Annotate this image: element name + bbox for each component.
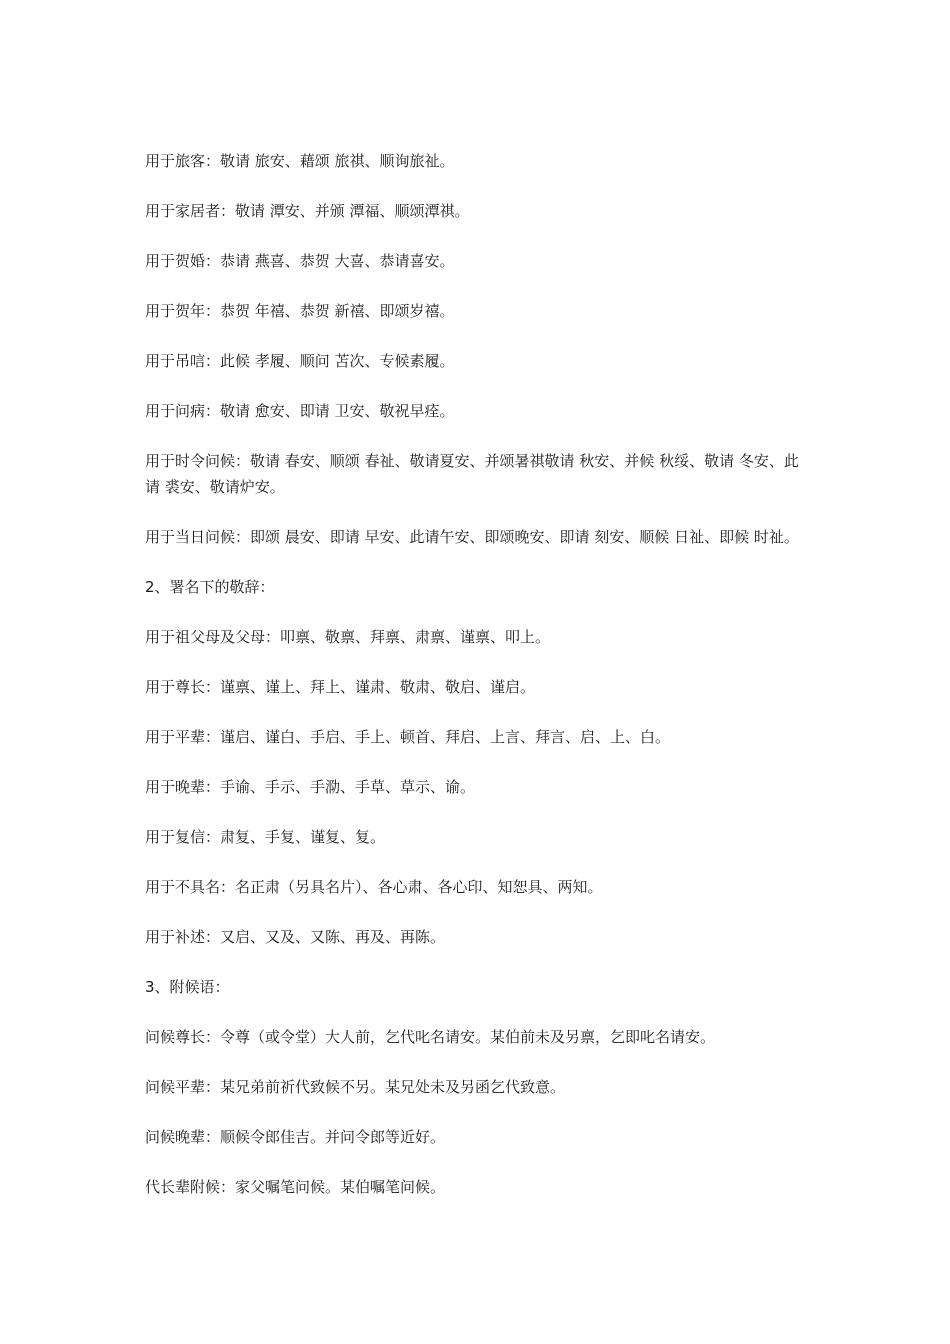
section-heading-regards: 3、附候语： (145, 978, 230, 996)
paragraph-home: 用于家居者：敬请 潭安、并颁 潭福、顺颂潭祺。 (145, 202, 470, 220)
paragraph-daily: 用于当日问候：即颂 晨安、即请 早安、此请午安、即颂晚安、即请 刻安、顺候 日祉、即候 时祉。 (145, 528, 799, 546)
paragraph-illness: 用于问病：敬请 愈安、即请 卫安、敬祝早痊。 (145, 402, 455, 420)
paragraph-anonymous: 用于不具名：名正肃（另具名片）、各心肃、各心印、知恕具、两知。 (145, 878, 603, 896)
paragraph-grandparents: 用于祖父母及父母：叩禀、敬禀、拜禀、肃禀、谨禀、叩上。 (145, 628, 551, 646)
paragraph-reply: 用于复信：肃复、手复、谨复、复。 (145, 828, 386, 846)
paragraph-on-behalf: 代长辈附候：家父嘱笔问候。某伯嘱笔问候。 (145, 1178, 446, 1196)
paragraph-seasonal: 用于时令问候：敬请 春安、顺颂 春祉、敬请夏安、并颂暑祺敬请 秋安、并候 秋绥、敬请 冬安、此请 裘安、敬请炉安。 (145, 452, 799, 496)
paragraph-regards-elders: 问候尊长：令尊（或令堂）大人前，乞代叱名请安。某伯前未及另禀，乞即叱名请安。 (145, 1028, 716, 1046)
paragraph-condolence: 用于吊唁：此候 孝履、顺问 苫次、专候素履。 (145, 352, 455, 370)
paragraph-regards-peers: 问候平辈：某兄弟前祈代致候不另。某兄处未及另函乞代致意。 (145, 1078, 566, 1096)
paragraph-wedding: 用于贺婚：恭请 燕喜、恭贺 大喜、恭请喜安。 (145, 252, 455, 270)
section-heading-signature: 2、署名下的敬辞： (145, 578, 275, 596)
paragraph-postscript: 用于补述：又启、又及、又陈、再及、再陈。 (145, 928, 446, 946)
paragraph-regards-juniors: 问候晚辈：顺候令郎佳吉。并问令郎等近好。 (145, 1128, 446, 1146)
paragraph-peers: 用于平辈：谨启、谨白、手启、手上、顿首、拜启、上言、拜言、启、上、白。 (145, 728, 671, 746)
paragraph-juniors: 用于晚辈：手谕、手示、手泐、手草、草示、谕。 (145, 778, 476, 796)
paragraph-new-year: 用于贺年：恭贺 年禧、恭贺 新禧、即颂岁禧。 (145, 302, 455, 320)
document-body (145, 148, 810, 1224)
paragraph-elders: 用于尊长：谨禀、谨上、拜上、谨肃、敬肃、敬启、谨启。 (145, 678, 536, 696)
paragraph-traveler: 用于旅客：敬请 旅安、藉颂 旅祺、顺询旅祉。 (145, 152, 455, 170)
